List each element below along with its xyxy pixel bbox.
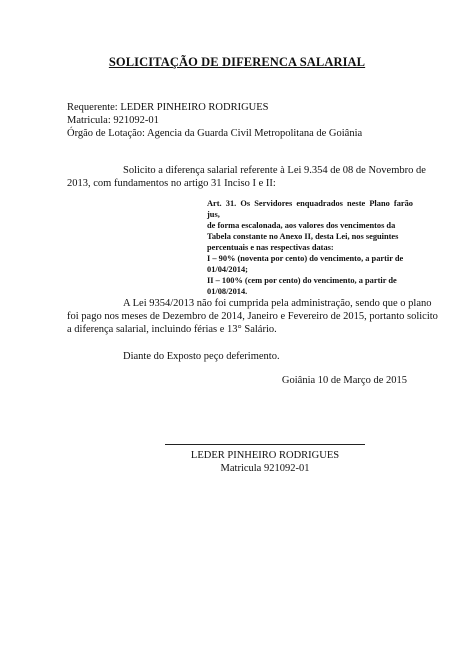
justification-line-3: a diferença salarial, incluindo férias e 13° Salário. (67, 324, 277, 335)
law-line: 01/04/2014; (207, 265, 248, 274)
signature-name: LEDER PINHEIRO RODRIGUES (190, 450, 340, 461)
law-quote (207, 198, 413, 297)
requester-matricula: Matricula: 921092-01 (67, 115, 159, 126)
request-line-1: Solicito a diferença salarial referente à Lei 9.354 de 08 de Novembro de (123, 165, 426, 176)
law-line: de forma escalonada, aos valores dos vencimentos da (207, 221, 396, 230)
signature-block (165, 449, 365, 475)
justification-paragraph (67, 297, 438, 336)
signature-matricula: Matricula 921092-01 (220, 463, 310, 474)
justification-line-2: foi pago nos meses de Dezembro de 2014, Janeiro e Fevereiro de 2015, portanto solicito (67, 311, 438, 322)
justification-line-1: A Lei 9354/2013 não foi cumprida pela administração, sendo que o plano (123, 298, 432, 309)
request-line-2: 2013, com fundamentos no artigo 31 Inciso I e II: (67, 178, 276, 189)
closing-paragraph (67, 350, 412, 363)
request-paragraph (67, 164, 426, 190)
law-line: Tabela constante no Anexo II, desta Lei, nos seguintes (207, 232, 399, 241)
law-line: Art. 31. Os Servidores enquadrados neste Plano farão jus, (207, 199, 413, 219)
law-line: II – 100% (cem por cento) do vencimento, a partir de (207, 276, 397, 285)
law-line: I – 90% (noventa por cento) do vencimento, a partir de (207, 254, 404, 263)
requester-orgao: Órgão de Lotação: Agencia da Guarda Civil Metropolitana de Goiânia (67, 128, 363, 139)
date-line: Goiânia 10 de Março de 2015 (281, 375, 407, 386)
requester-block (67, 101, 362, 140)
closing-text: Diante do Exposto peço deferimento. (123, 351, 280, 362)
document-title: SOLICITAÇÃO DE DIFERENCA SALARIAL (108, 55, 366, 69)
signature-line (165, 444, 365, 445)
law-line: percentuais e nas respectivas datas: (207, 243, 334, 252)
requester-name: Requerente: LEDER PINHEIRO RODRIGUES (67, 102, 269, 113)
law-line: 01/08/2014. (207, 287, 248, 296)
